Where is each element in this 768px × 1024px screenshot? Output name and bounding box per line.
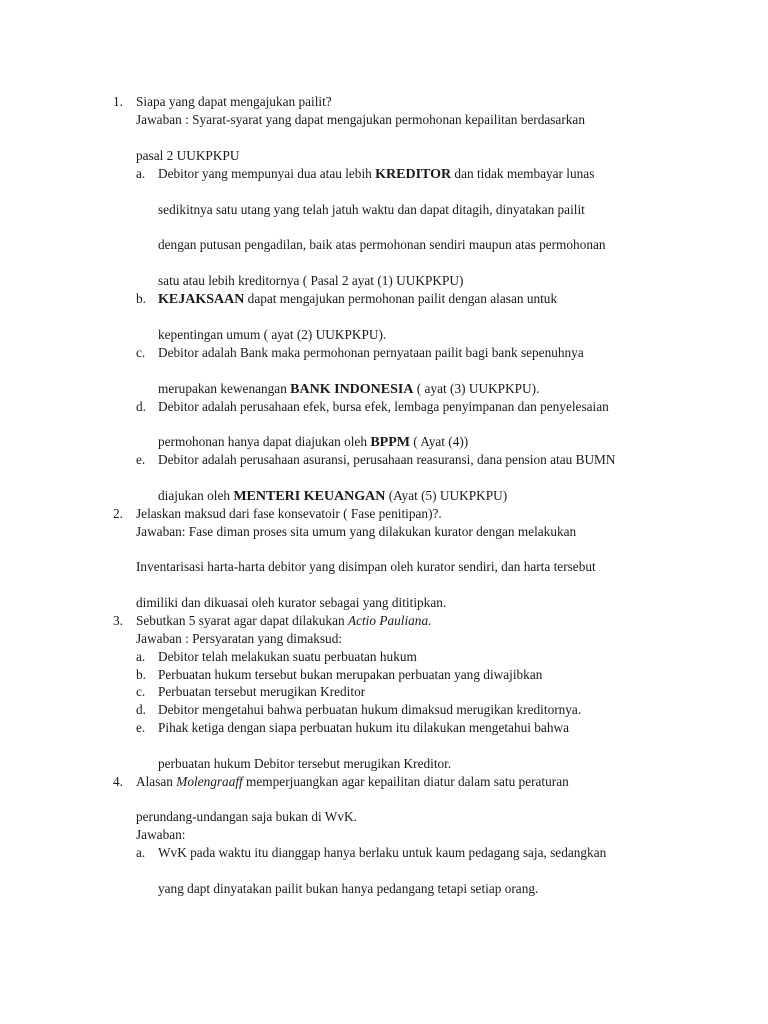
q1-b-line1: KEJAKSAAN dapat mengajukan permohonan pailit dengan alasan untuk [158,291,558,307]
q1-answer-line1: Jawaban : Syarat-syarat yang dapat mengajukan permohonan kepailitan berdasarkan [136,112,585,127]
q1-b-line2: kepentingan umum ( ayat (2) UUKPKPU). [158,327,387,342]
q3-e-line1: Pihak ketiga dengan siapa perbuatan hukum itu dilakukan mengetahui bahwa [158,720,569,735]
q1-number: 1. [113,94,123,109]
q3-d-letter: d. [136,702,146,717]
q3-e-letter: e. [136,720,146,735]
q3-b-line1: Perbuatan hukum tersebut bukan merupakan perbuatan yang diwajibkan [158,667,543,682]
q1-b-letter: b. [136,291,146,306]
q1-d-line2: permohonan hanya dapat diajukan oleh BPPM ( Ayat (4)) [158,434,469,450]
q1-e-line1: Debitor adalah perusahaan asuransi, perusahaan reasuransi, dana pension atau BUMN [158,452,616,467]
q4-a-letter: a. [136,845,146,860]
q1-a-letter: a. [136,166,146,181]
q4-question: Alasan Molengraaff memperjuangkan agar kepailitan diatur dalam satu peraturan [136,774,569,789]
q4-number: 4. [113,774,123,789]
q2-answer-line1: Jawaban: Fase diman proses sita umum yang dilakukan kurator dengan melakukan [136,524,577,539]
q1-a-line1: Debitor yang mempunyai dua atau lebih KREDITOR dan tidak membayar lunas [158,166,595,182]
q1-a-line3: dengan putusan pengadilan, baik atas permohonan sendiri maupun atas permohonan [158,237,606,252]
q2-answer-line3: dimiliki dan dikuasai oleh kurator sebagai yang dititipkan. [136,595,447,610]
q3-question: Sebutkan 5 syarat agar dapat dilakukan Actio Pauliana. [136,613,432,628]
q1-d-letter: d. [136,399,146,414]
q1-e-line2: diajukan oleh MENTERI KEUANGAN (Ayat (5) UUKPKPU) [158,488,508,504]
q1-e-letter: e. [136,452,146,467]
q4-answer: Jawaban: [136,827,186,842]
q2-question: Jelaskan maksud dari fase konsevatoir ( Fase penitipan)?. [136,506,442,521]
q3-c-letter: c. [136,684,146,699]
q3-b-letter: b. [136,667,146,682]
q3-answer: Jawaban : Persyaratan yang dimaksud: [136,631,343,646]
q1-d-line1: Debitor adalah perusahaan efek, bursa efek, lembaga penyimpanan dan penyelesaian [158,399,609,414]
q1-a-line2: sedikitnya satu utang yang telah jatuh waktu dan dapat ditagih, dinyatakan pailit [158,202,585,217]
q4-question-line2: perundang-undangan saja bukan di WvK. [136,809,357,824]
q1-a-line4: satu atau lebih kreditornya ( Pasal 2 ayat (1) UUKPKPU) [158,273,464,288]
q3-a-line1: Debitor telah melakukan suatu perbuatan hukum [158,649,417,664]
q1-c-line1: Debitor adalah Bank maka permohonan pernyataan pailit bagi bank sepenuhnya [158,345,584,360]
q3-number: 3. [113,613,123,628]
q1-c-letter: c. [136,345,146,360]
q1-question: Siapa yang dapat mengajukan pailit? [136,94,332,109]
q3-e-line2: perbuatan hukum Debitor tersebut merugikan Kreditor. [158,756,452,771]
q2-answer-line2: Inventarisasi harta-harta debitor yang disimpan oleh kurator sendiri, dan harta tersebut [136,559,596,574]
q1-c-line2: merupakan kewenangan BANK INDONESIA ( ayat (3) UUKPKPU). [158,381,540,397]
q4-a-line2: yang dapt dinyatakan pailit bukan hanya pedangang tetapi setiap orang. [158,881,539,896]
q3-a-letter: a. [136,649,146,664]
q3-d-line1: Debitor mengetahui bahwa perbuatan hukum dimaksud merugikan kreditornya. [158,702,582,717]
q2-number: 2. [113,506,123,521]
q4-a-line1: WvK pada waktu itu dianggap hanya berlaku untuk kaum pedagang saja, sedangkan [158,845,607,860]
q1-answer-line2: pasal 2 UUKPKPU [136,148,240,163]
q3-c-line1: Perbuatan tersebut merugikan Kreditor [158,684,366,699]
